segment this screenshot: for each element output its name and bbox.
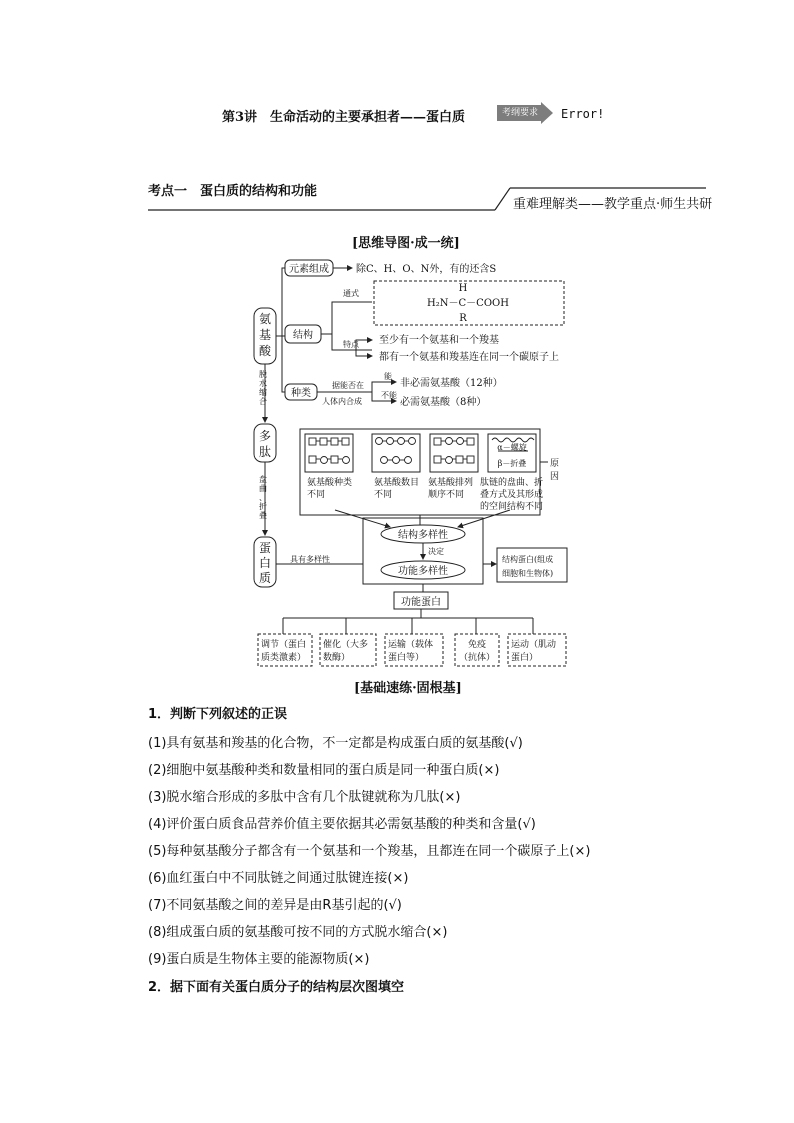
structure-label: 结构 — [293, 330, 313, 341]
tf-item-6: (6)血红蛋白中不同肽链之间通过肽键连接(×) — [148, 871, 409, 886]
folding-3: 、 — [259, 493, 267, 502]
protein-char-2: 白 — [258, 556, 272, 570]
amino-char-2: 基 — [258, 328, 272, 342]
basic-heading: [基础速练·固根基] — [354, 681, 462, 696]
reason-2b: 不同 — [374, 490, 393, 500]
reason-4a: 肽链的盘曲、折 — [480, 478, 544, 488]
dehydration-3: 缩 — [259, 388, 267, 397]
error-text: Error! — [561, 107, 605, 121]
folding-1: 盘 — [259, 475, 267, 484]
tf-item-3: (3)脱水缩合形成的多肽中含有几个肽键就称为几肽(×) — [148, 790, 461, 805]
func-4a: 免疫 — [467, 640, 487, 650]
func-1a: 调节（蛋白 — [261, 640, 307, 650]
peptide-char-2: 肽 — [258, 445, 272, 459]
reason-4c: 的空间结构不同 — [480, 502, 544, 512]
reason-1b: 不同 — [307, 490, 326, 500]
type-label: 种类 — [291, 388, 311, 399]
synth-label-2: 人体内合成 — [322, 397, 362, 406]
diagram-number — [372, 434, 420, 472]
diagram-order — [430, 434, 478, 472]
func-3a: 运输（载体 — [388, 640, 434, 650]
diagram-kind — [305, 434, 353, 472]
tf-item-1: (1)具有氨基和羧基的化合物，不一定都是构成蛋白质的氨基酸(√) — [148, 736, 523, 751]
feature-label: 特点 — [343, 340, 359, 349]
amino-char-1: 氨 — [258, 312, 272, 326]
question-2: 2．据下面有关蛋白质分子的结构层次图填空 — [148, 980, 405, 995]
reason-4b: 叠方式及其形成 — [480, 490, 544, 500]
func-5a: 运动（肌动 — [511, 640, 557, 650]
cause-1: 原 — [550, 459, 560, 469]
func-3b: 蛋白等） — [388, 653, 425, 663]
amino-char-3: 酸 — [258, 344, 272, 358]
peptide-char-1: 多 — [258, 429, 272, 443]
formula-label: 通式 — [343, 289, 359, 298]
func-diversity: 功能多样性 — [398, 566, 448, 577]
can-label: 能 — [384, 372, 392, 381]
reason-1a: 氨基酸种类 — [307, 478, 353, 488]
question-1: 1．判断下列叙述的正误 — [148, 707, 288, 722]
dehydration-4: 合 — [259, 397, 267, 406]
feature-1: 至少有一个氨基和一个羧基 — [379, 335, 499, 346]
func-protein: 功能蛋白 — [401, 597, 441, 608]
struct-protein-2: 细胞和生物体) — [502, 569, 554, 578]
func-5b: 蛋白） — [511, 653, 539, 663]
reason-2a: 氨基酸数目 — [374, 478, 420, 488]
reason-3b: 顺序不同 — [428, 490, 465, 500]
cannot-label: 不能 — [381, 391, 397, 400]
formula-main: H₂N－C－COOH — [427, 298, 509, 309]
tf-item-5: (5)每种氨基酸分子都含有一个氨基和一个羧基，且都连在同一个碳原子上(×) — [148, 844, 591, 859]
requirement-badge-label: 考纲要求 — [501, 108, 538, 118]
dehydration-2: 水 — [259, 379, 267, 388]
func-1b: 质类激素） — [261, 653, 307, 663]
formula-h: H — [458, 283, 468, 294]
nonessential: 非必需氨基酸（12种） — [400, 378, 503, 389]
element-text: 除C、H、O、N外，有的还含S — [356, 264, 497, 275]
synth-label-1: 据能否在 — [332, 381, 364, 390]
feature-2: 都有一个氨基和羧基连在同一个碳原子上 — [379, 352, 559, 363]
essential: 必需氨基酸（8种） — [400, 397, 487, 408]
helix-alpha: α－螺旋 — [497, 443, 527, 452]
func-4b: （抗体） — [458, 653, 496, 663]
tf-item-9: (9)蛋白质是生物体主要的能源物质(×) — [148, 952, 370, 967]
section-subtitle-light: ——教学重点·师生共研 — [578, 197, 713, 212]
dehydration-1: 脱 — [259, 370, 267, 379]
func-2a: 催化（大多 — [323, 640, 369, 650]
section-subtitle-bold: 重难理解类 — [513, 197, 579, 212]
struct-diversity: 结构多样性 — [398, 530, 448, 541]
formula-r: R — [459, 313, 467, 324]
tf-item-2: (2)细胞中氨基酸种类和数量相同的蛋白质是同一种蛋白质(×) — [148, 763, 500, 778]
cause-2: 因 — [550, 472, 560, 482]
section-title: 考点一 蛋白质的结构和功能 — [148, 184, 318, 199]
element-label: 元素组成 — [289, 264, 329, 275]
helix-beta: β－折叠 — [497, 459, 527, 468]
reason-3a: 氨基酸排列 — [428, 478, 474, 488]
protein-char-3: 质 — [258, 571, 272, 585]
has-diversity: 具有多样性 — [290, 555, 330, 564]
protein-char-1: 蛋 — [258, 541, 272, 555]
func-2b: 数酶） — [323, 653, 351, 663]
struct-protein-1: 结构蛋白(组成 — [502, 555, 554, 564]
tf-item-4: (4)评价蛋白质食品营养价值主要依据其必需氨基酸的种类和含量(√) — [148, 817, 536, 832]
tf-item-7: (7)不同氨基酸之间的差异是由R基引起的(√) — [148, 898, 402, 913]
determines: 决定 — [428, 547, 444, 556]
folding-4: 折 — [259, 502, 267, 511]
chapter-title: 第3讲 生命活动的主要承担者——蛋白质 — [222, 110, 466, 125]
tf-item-8: (8)组成蛋白质的氨基酸可按不同的方式脱水缩合(×) — [148, 925, 448, 940]
folding-5: 叠 — [259, 511, 267, 520]
mindmap-heading: [思维导图·成一统] — [352, 236, 460, 251]
folding-2: 曲 — [259, 484, 267, 493]
